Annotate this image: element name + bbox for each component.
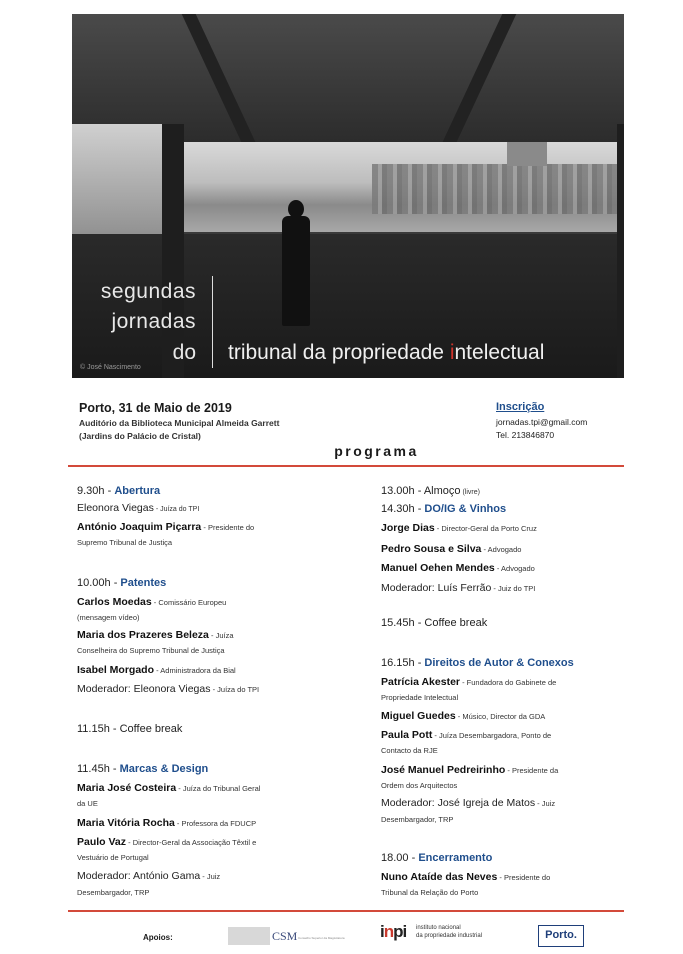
speaker-role: - Juíza <box>208 631 234 640</box>
speaker-role-cont: Tribunal da Relação do Porto <box>381 888 479 897</box>
moderator <box>77 683 259 695</box>
speaker-name: José Manuel Pedreirinho <box>381 764 506 776</box>
speaker-role: - Administradora da Bial <box>154 666 236 675</box>
inpi-mark-a: i <box>380 922 384 941</box>
time-label: 14.30h - <box>381 503 425 515</box>
moderator-name: Moderador: Luís Ferrão <box>381 582 492 594</box>
moderator-role-cont: Desembargador, TRP <box>381 815 454 824</box>
speaker <box>77 782 260 794</box>
speaker-name: Maria dos Prazeres Beleza <box>77 629 209 641</box>
bottom-divider <box>68 910 624 912</box>
registration-phone: Tel. 213846870 <box>496 430 555 440</box>
session-marcas-time <box>77 763 208 775</box>
csm-logo <box>228 925 348 947</box>
speaker-name: António Joaquim Piçarra <box>77 521 202 533</box>
speaker <box>77 629 234 641</box>
speaker <box>381 729 551 741</box>
speaker <box>77 502 199 514</box>
speaker-name: Paulo Vaz <box>77 836 127 848</box>
section-title: Abertura <box>114 485 161 497</box>
event-date: Porto, 31 de Maio de 2019 <box>79 401 232 415</box>
session-encerramento-time <box>381 852 492 864</box>
speaker-role: - Juíza do TPI <box>153 506 200 513</box>
time-label: 11.45h - <box>77 763 120 775</box>
speaker-role: - Advogado <box>481 545 522 554</box>
speaker-role-cont: Supremo Tribunal de Justiça <box>77 538 173 547</box>
time-label: 10.00h - <box>77 577 121 589</box>
csm-text: CSM <box>272 929 298 943</box>
speaker-name: Jorge Dias <box>381 522 435 534</box>
speaker-role-cont: Ordem dos Arquitectos <box>381 781 458 790</box>
section-title: Patentes <box>120 577 167 589</box>
moderator-name: Moderador: Eleonora Viegas <box>77 683 211 695</box>
moderator <box>77 870 220 882</box>
speaker-name: Nuno Ataíde das Neves <box>381 871 498 883</box>
speaker-role-cont: da UE <box>77 799 98 808</box>
speaker-role: - Músico, Director da GDA <box>455 712 546 721</box>
moderator <box>381 797 555 809</box>
section-title: Direitos de Autor & Conexos <box>424 657 574 669</box>
speaker-role: - Director-Geral da Porto Cruz <box>434 524 537 533</box>
hero-title-line3: do <box>172 341 196 364</box>
speaker-name: Carlos Moedas <box>77 596 152 608</box>
moderator-role: - Juíza do TPI <box>210 685 260 694</box>
moderator-role: - Juiz <box>535 799 556 808</box>
hero-title-accent: i <box>449 341 455 364</box>
speaker <box>77 836 256 848</box>
speaker-role: - Presidente do <box>201 523 255 532</box>
moderator-name: Moderador: José Igreja de Matos <box>381 797 536 809</box>
speaker-role: - Juíza do Tribunal Geral <box>176 784 261 793</box>
speaker-role: - Presidente da <box>505 766 559 775</box>
moderator <box>381 582 535 594</box>
moderator-role-cont: Desembargador, TRP <box>77 888 150 897</box>
speaker-name: Eleonora Viegas <box>77 502 154 514</box>
speaker-role: - Director-Geral da Associação Têxtil e <box>126 838 257 847</box>
porto-logo: Porto. <box>538 925 584 947</box>
hero-title-line1: segundas <box>100 280 196 303</box>
inpi-label: da propriedade industrial <box>416 933 483 939</box>
session-direitos-time <box>381 657 574 669</box>
speaker <box>77 521 254 533</box>
session-abertura-time <box>77 485 160 497</box>
speaker-role: - Fundadora do Gabinete de <box>460 678 557 687</box>
speaker-role-cont: (mensagem vídeo) <box>77 613 140 622</box>
time-label: 9.30h - <box>77 485 115 497</box>
speaker-name: Miguel Guedes <box>381 710 456 722</box>
programa-heading: programa <box>334 443 419 459</box>
speaker <box>77 817 256 829</box>
time-label: 16.15h - <box>381 657 425 669</box>
speaker <box>381 562 535 574</box>
inpi-label: instituto nacional <box>416 925 461 931</box>
sponsors-label: Apoios: <box>143 933 173 942</box>
csm-subtitle: Conselho Superior da Magistratura <box>298 936 345 940</box>
speaker-name: Paula Pott <box>381 729 433 741</box>
speaker-name: Manuel Oehen Mendes <box>381 562 495 574</box>
speaker-role-cont: Propriedade Intelectual <box>381 693 459 702</box>
section-title: DO/IG & Vinhos <box>424 503 507 515</box>
speaker <box>77 596 226 608</box>
inpi-mark <box>380 922 406 942</box>
speaker-role-cont: Vestuário de Portugal <box>77 853 149 862</box>
section-title: Marcas & Design <box>119 763 209 775</box>
photo-credit: © José Nascimento <box>80 364 141 371</box>
speaker <box>381 676 556 688</box>
speaker <box>381 710 545 722</box>
speaker <box>381 871 550 883</box>
speaker-role: - Comissário Europeu <box>151 598 227 607</box>
registration-email[interactable]: jornadas.tpi@gmail.com <box>496 417 588 427</box>
speaker-role: - Presidente do <box>497 873 551 882</box>
event-venue: Auditório da Biblioteca Municipal Almeida Garrett <box>79 418 280 428</box>
coffee-break: 11.15h - Coffee break <box>77 723 183 735</box>
coffee-break: 15.45h - Coffee break <box>381 617 488 629</box>
speaker-role: - Juíza Desembargadora, Ponto de <box>432 731 552 740</box>
moderator-name: Moderador: António Gama <box>77 870 201 882</box>
speaker-role-cont: Contacto da RJE <box>381 746 438 755</box>
hero-title-part1: tribunal da propriedade <box>228 341 450 364</box>
registration-link[interactable]: Inscrição <box>496 401 545 413</box>
moderator-role: - Juiz do TPI <box>491 584 536 593</box>
speaker <box>381 522 537 534</box>
speaker-role-cont: Conselheira do Supremo Tribunal de Justiça <box>77 646 225 655</box>
speaker <box>381 543 521 555</box>
speaker <box>381 764 558 776</box>
section-title: Encerramento <box>418 852 493 864</box>
speaker-name: Maria Vitória Rocha <box>77 817 175 829</box>
moderator-role: - Juiz <box>200 872 221 881</box>
speaker <box>77 664 236 676</box>
speaker-name: Maria José Costeira <box>77 782 177 794</box>
hero-title-line2: jornadas <box>111 310 196 333</box>
session-doig-time <box>381 503 506 515</box>
lunch-note: (livre) <box>460 489 480 496</box>
hero-title-part2: ntelectual <box>454 341 545 364</box>
csm-emblem <box>228 927 270 945</box>
lunch-label: 13.00h - Almoço <box>381 485 461 497</box>
event-venue-detail: (Jardins do Palácio de Cristal) <box>79 431 201 441</box>
speaker-name: Patrícia Akester <box>381 676 460 688</box>
session-patentes-time <box>77 577 166 589</box>
inpi-mark-c: pi <box>393 922 407 941</box>
inpi-mark-b: n <box>383 922 394 941</box>
speaker-role: - Professora da FDUCP <box>174 819 257 828</box>
lunch-break <box>381 485 480 497</box>
speaker-name: Pedro Sousa e Silva <box>381 543 482 555</box>
time-label: 18.00 - <box>381 852 419 864</box>
speaker-name: Isabel Morgado <box>77 664 155 676</box>
speaker-role: - Advogado <box>494 564 535 573</box>
